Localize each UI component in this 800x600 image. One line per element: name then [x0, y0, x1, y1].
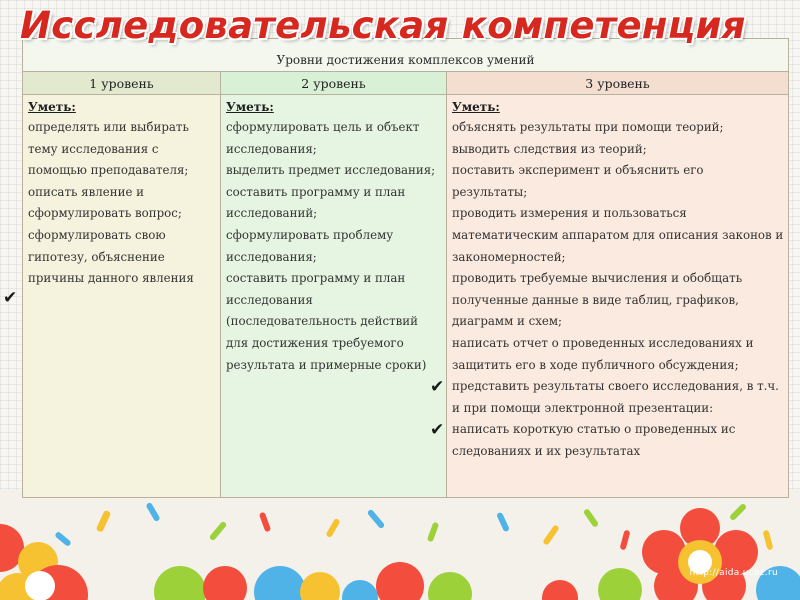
- level-3-heading: Уметь:: [452, 100, 500, 114]
- level-3-header: 3 уровень: [447, 72, 788, 94]
- slide-title: Исследовательская компетенция: [20, 4, 746, 47]
- level-3-line: закономерностей;: [452, 249, 566, 264]
- level-1-line: гипотезу, объяснение: [28, 249, 165, 264]
- level-2-line: составить программу и план: [226, 184, 406, 199]
- level-1-cell: [23, 95, 221, 497]
- level-3-line: поставить эксперимент и объяснить его: [452, 163, 704, 178]
- level-header-row: [23, 72, 788, 95]
- level-2-line: исследования: [226, 292, 313, 307]
- level-1-line: описать явление и: [28, 184, 145, 199]
- table-body-row: [23, 95, 788, 497]
- level-1-line: сформулировать вопрос;: [28, 206, 182, 221]
- level-2-header: 2 уровень: [221, 72, 447, 94]
- table-header: Уровни достижения комплексов умений: [23, 39, 788, 72]
- level-3-line: проводить требуемые вычисления и обобщать: [452, 271, 743, 286]
- level-2-line: для достижения требуемого: [226, 335, 404, 350]
- skills-table: [22, 38, 789, 498]
- level-3-line: написать отчет о проведенных исследованиях и: [452, 335, 754, 350]
- level-3-line: проводить измерения и пользоваться: [452, 206, 687, 221]
- level-2-line: сформулировать цель и объект: [226, 120, 420, 134]
- level-1-header: 1 уровень: [23, 72, 221, 94]
- level-3-line: защитить его в ходе публичного обсуждения;: [452, 357, 739, 372]
- level-2-line: результата и примерные сроки): [226, 357, 427, 372]
- check-mark-icon: ✔: [3, 288, 18, 308]
- level-1-line: помощью преподавателя;: [28, 163, 189, 178]
- level-3-line: выводить следствия из теорий;: [452, 141, 647, 156]
- level-2-line: исследования;: [226, 249, 317, 264]
- level-3-line: результаты;: [452, 184, 528, 199]
- level-2-line: сформулировать проблему: [226, 227, 394, 242]
- level-3-line: и при помощи электронной презентации:: [452, 400, 714, 415]
- level-1-line: определять или выбирать: [28, 120, 189, 134]
- level-3-line: следованиях и их результатах: [452, 443, 641, 458]
- level-2-line: выделить предмет исследования;: [226, 163, 436, 178]
- level-3-line: объяснять результаты при помощи теорий;: [452, 120, 724, 134]
- level-3-line: полученные данные в виде таблиц, графиков,: [452, 292, 739, 307]
- level-3-line: написать короткую статью о проведенных ис: [452, 422, 736, 437]
- footer-url: http://aida.ucoz.ru: [689, 568, 778, 578]
- level-1-line: сформулировать свою: [28, 227, 166, 242]
- level-2-cell: [221, 95, 447, 497]
- level-3-cell: [447, 95, 788, 497]
- level-3-line: диаграмм и схем;: [452, 314, 563, 329]
- level-2-heading: Уметь:: [226, 100, 274, 114]
- level-2-line: составить программу и план: [226, 271, 406, 286]
- check-mark-icon: ✔: [430, 420, 445, 440]
- confetti-decoration: [0, 490, 800, 600]
- level-1-line: тему исследования с: [28, 141, 159, 156]
- level-3-line: представить результаты своего исследования, в т.ч.: [452, 379, 779, 394]
- level-1-line: причины данного явления: [28, 271, 194, 286]
- level-2-line: исследования;: [226, 141, 317, 156]
- level-2-line: (последовательность действий: [226, 314, 418, 329]
- check-mark-icon: ✔: [430, 377, 445, 397]
- level-2-line: исследований;: [226, 206, 318, 221]
- level-3-line: математическим аппаратом для описания законов и: [452, 227, 784, 242]
- level-1-heading: Уметь:: [28, 100, 76, 114]
